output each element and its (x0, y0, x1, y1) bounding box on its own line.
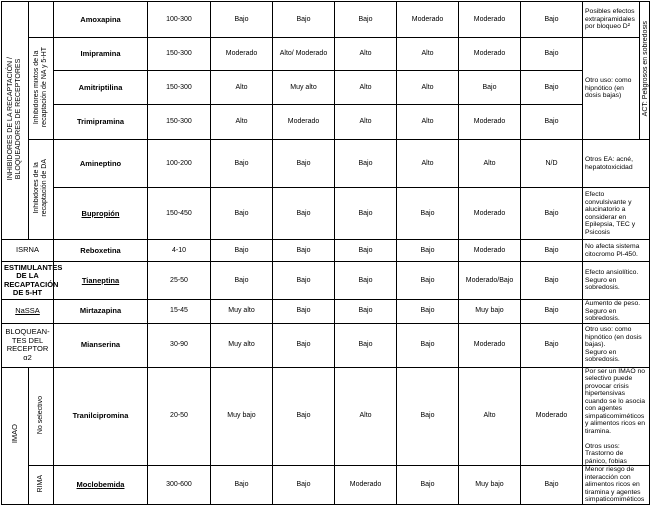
effect-cell: Bajo (335, 188, 397, 240)
dose: 25-50 (148, 262, 211, 300)
group-nassa: NaSSA (2, 300, 54, 324)
drug-name: Imipramina (54, 38, 148, 71)
effect-cell: Moderado (459, 2, 521, 38)
group-isrna: ISRNA (2, 240, 54, 262)
effect-cell: Alto (335, 367, 397, 466)
effect-cell: Alto (335, 38, 397, 71)
note-cell: No afecta sistema citocromo Pl-450. (583, 240, 650, 262)
effect-cell: Moderado/Bajo (459, 262, 521, 300)
effect-cell: Alto (335, 105, 397, 140)
table-row (2, 367, 650, 466)
subgroup-no-selectivo: No selectivo (29, 367, 54, 466)
effect-cell: Bajo (521, 71, 583, 105)
table-row (2, 140, 650, 188)
effect-cell: Moderado (397, 2, 459, 38)
effect-cell: Bajo (211, 466, 273, 505)
effect-cell: Bajo (273, 323, 335, 367)
act-note: ACT: Peligrosos en sobredosis (640, 2, 650, 140)
effect-cell: Bajo (521, 262, 583, 300)
effect-cell: Moderado (335, 466, 397, 505)
effect-cell: Bajo (521, 188, 583, 240)
dose: 4-10 (148, 240, 211, 262)
subgroup-inhibidores-da: Inhibidores de la recaptación de DA (29, 140, 54, 240)
drug-name: Trimipramina (54, 105, 148, 140)
effect-cell: Alto (211, 71, 273, 105)
effect-cell: Bajo (397, 262, 459, 300)
note-cell: Aumento de peso. Seguro en sobredosis. (583, 300, 650, 324)
drug-name: Moclobemida (54, 466, 148, 505)
note-cell: Efecto ansiolítico. Seguro en sobredosis. (583, 262, 650, 300)
effect-cell: Alto (335, 71, 397, 105)
note-cell: Otros EA: acné, hepatotoxicidad (583, 140, 650, 188)
effect-cell: Bajo (397, 367, 459, 466)
drug-name: Bupropión (54, 188, 148, 240)
effect-cell: Bajo (397, 323, 459, 367)
table-row (2, 38, 650, 71)
effect-cell: N/D (521, 140, 583, 188)
effect-cell: Bajo (521, 2, 583, 38)
effect-cell: Bajo (335, 140, 397, 188)
effect-cell: Moderado (521, 367, 583, 466)
effect-cell: Alto (397, 71, 459, 105)
drug-name: Reboxetina (54, 240, 148, 262)
effect-cell: Alto (459, 140, 521, 188)
effect-cell: Muy bajo (459, 466, 521, 505)
effect-cell: Bajo (211, 140, 273, 188)
effect-cell: Bajo (273, 140, 335, 188)
dose: 20-50 (148, 367, 211, 466)
effect-cell: Moderado (211, 38, 273, 71)
dose: 150-300 (148, 105, 211, 140)
effect-cell: Bajo (273, 188, 335, 240)
table-row (2, 2, 650, 38)
effect-cell: Bajo (211, 262, 273, 300)
effect-cell: Alto (397, 38, 459, 71)
note-cell: Por ser un IMAO no selectivo puede provocar crisis hipertensivas cuando se lo asocia con agentes simpaticomiméticos y alimentos ricos en tiramina. Otros usos: Trastorno de pánico, fobias (583, 367, 650, 466)
subgroup-blank (29, 2, 54, 38)
effect-cell: Muy bajo (211, 367, 273, 466)
dose: 100-300 (148, 2, 211, 38)
effect-cell: Bajo (211, 2, 273, 38)
effect-cell: Bajo (397, 188, 459, 240)
table-row (2, 300, 650, 324)
note-cell: Otro uso: como hipnótico (en dosis bajas) (583, 38, 640, 140)
note-cell: Posibles efectos extrapiramidales por bloqueo D² (583, 2, 640, 38)
effect-cell: Alto (211, 105, 273, 140)
effect-cell: Bajo (335, 240, 397, 262)
effect-cell: Moderado (459, 38, 521, 71)
subgroup-rima: RIMA (29, 466, 54, 505)
drug-name: Tranilcipromina (54, 367, 148, 466)
effect-cell: Bajo (397, 300, 459, 324)
effect-cell: Muy bajo (459, 300, 521, 324)
effect-cell: Bajo (397, 466, 459, 505)
note-cell: Efecto convulsivante y alucinatorio a considerar en Epilepsia, TEC y Psicosis (583, 188, 650, 240)
effect-cell: Bajo (335, 2, 397, 38)
effect-cell: Bajo (335, 323, 397, 367)
table-row (2, 466, 650, 505)
dose: 15-45 (148, 300, 211, 324)
effect-cell: Moderado (459, 105, 521, 140)
effect-cell: Muy alto (211, 300, 273, 324)
antidepressant-table (1, 1, 650, 505)
drug-name: Amitriptilina (54, 71, 148, 105)
table-row (2, 188, 650, 240)
effect-cell: Bajo (211, 188, 273, 240)
effect-cell: Bajo (521, 105, 583, 140)
effect-cell: Bajo (273, 367, 335, 466)
drug-name: Amoxapina (54, 2, 148, 38)
effect-cell: Moderado (459, 323, 521, 367)
effect-cell: Bajo (459, 71, 521, 105)
effect-cell: Bajo (273, 300, 335, 324)
effect-cell: Bajo (521, 300, 583, 324)
effect-cell: Bajo (521, 466, 583, 505)
effect-cell: Bajo (521, 323, 583, 367)
subgroup-inhibidores-mixtos: Inhibidores mixtos de la recaptación de NA y 5-HT (29, 38, 54, 140)
effect-cell: Alto/ Moderado (273, 38, 335, 71)
effect-cell: Bajo (521, 240, 583, 262)
drug-name: Mianserina (54, 323, 148, 367)
drug-name: Tianeptina (54, 262, 148, 300)
dose: 30-90 (148, 323, 211, 367)
effect-cell: Muy alto (211, 323, 273, 367)
effect-cell: Bajo (211, 240, 273, 262)
dose: 300-600 (148, 466, 211, 505)
group-estimulantes: ESTIMULANTES DE LA RECAPTACIÓN DE 5-HT (2, 262, 54, 300)
drug-name: Amineptino (54, 140, 148, 188)
group-bloqueantes: BLOQUEAN- TES DEL RECEPTOR α2 (2, 323, 54, 367)
dose: 150-300 (148, 38, 211, 71)
effect-cell: Muy alto (273, 71, 335, 105)
effect-cell: Bajo (521, 38, 583, 71)
group-inhibidores-recaptacion: INHIBIDORES DE LA RECAPTACIÓN / BLOQUEADORES DE RECEPTORES (2, 2, 29, 240)
table-row (2, 71, 650, 105)
table-row (2, 240, 650, 262)
table-row (2, 105, 650, 140)
effect-cell: Bajo (273, 2, 335, 38)
effect-cell: Bajo (335, 300, 397, 324)
note-cell: Menor riesgo de interacción con alimentos ricos en tiramina y agentes simpaticomiméticos (583, 466, 650, 505)
dose: 150-450 (148, 188, 211, 240)
effect-cell: Bajo (397, 240, 459, 262)
effect-cell: Moderado (459, 240, 521, 262)
drug-name: Mirtazapina (54, 300, 148, 324)
effect-cell: Moderado (273, 105, 335, 140)
effect-cell: Bajo (273, 466, 335, 505)
effect-cell: Bajo (273, 240, 335, 262)
dose: 150-300 (148, 71, 211, 105)
effect-cell: Moderado (459, 188, 521, 240)
table-row (2, 262, 650, 300)
table-row (2, 323, 650, 367)
note-cell: Otro uso: como hipnótico (en dosis bajas). Seguro en sobredosis. (583, 323, 650, 367)
group-imao: IMAO (2, 367, 29, 504)
effect-cell: Alto (397, 105, 459, 140)
effect-cell: Bajo (273, 262, 335, 300)
dose: 100-200 (148, 140, 211, 188)
effect-cell: Alto (397, 140, 459, 188)
effect-cell: Bajo (335, 262, 397, 300)
effect-cell: Alto (459, 367, 521, 466)
